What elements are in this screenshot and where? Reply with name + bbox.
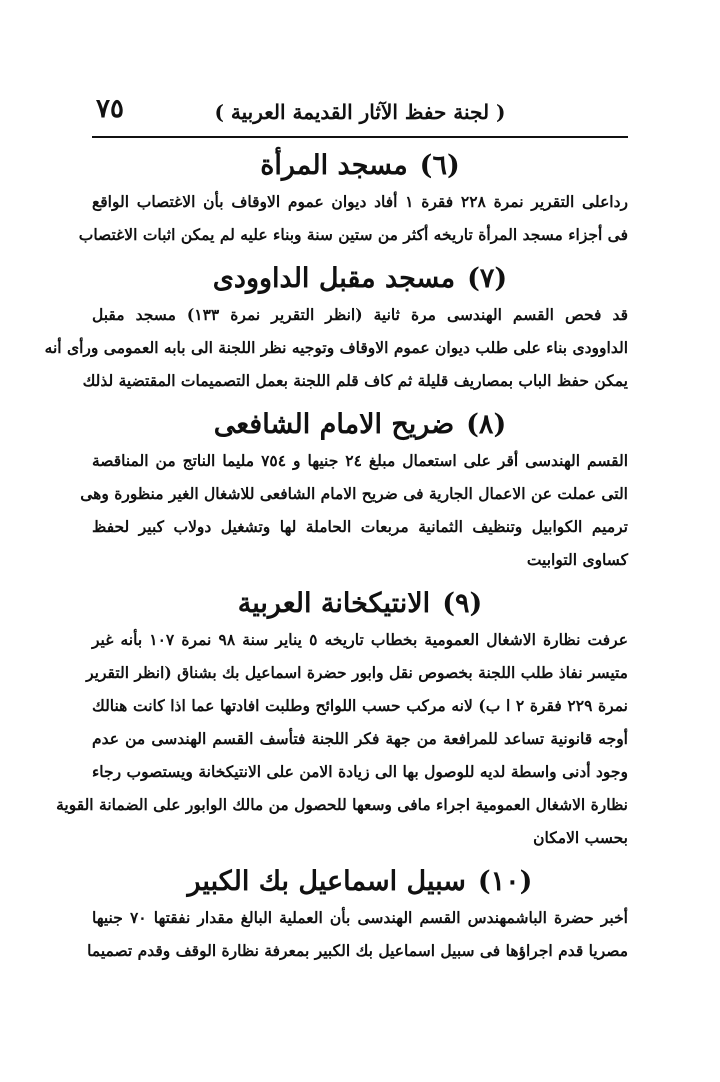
paragraph-line: الداوودى بناء على طلب ديوان عموم الاوقاف وتوجيه نظر اللجنة الى بابه العمومى ورأى أنه [44, 338, 628, 357]
section-title: ضريح الامام الشافعى [213, 409, 455, 440]
section-8 [80, 409, 629, 576]
paragraph-line: أوجه قانونية تساعد للمرافعة من جهة فكر اللجنة فتأسف القسم الهندسى من عدم [92, 729, 628, 748]
paragraph-line: نظارة الاشغال العمومية اجراء مافى وسعها للحصول من مالك الوابور على الضمانة القوية [56, 795, 628, 814]
section-number: (٩) [442, 588, 483, 619]
section-heading [92, 866, 628, 897]
paragraph-line: التى عملت عن الاعمال الجارية فى ضريح الامام الشافعى للاشغال الغير منظورة وهى [80, 484, 628, 503]
section-number: (٧) [467, 263, 508, 294]
paragraph-line: فى أجزاء مسجد المرأة تاريخه أكثر من ستين سنة وبناء عليه لم يمكن اثبات الاغتصاب [78, 225, 628, 244]
section-number: (١٠) [477, 866, 533, 897]
page-number: ٧٥ [96, 94, 124, 124]
paragraph-line: أخبر حضرة الباشمهندس القسم الهندسى بأن العملية البالغ مقدار نفقتها ٧٠ جنيها [92, 908, 628, 927]
paragraph-line: يمكن حفظ الباب بمصاريف قليلة ثم كاف قلم اللجنة بعمل التصميمات المقتضية لذلك [82, 371, 628, 390]
paragraph-line: كساوى التوابيت [526, 550, 628, 569]
section-heading [92, 588, 628, 619]
section-number: (٨) [466, 409, 507, 440]
section-number: (٦) [419, 150, 460, 181]
paragraph-line: وجود أدنى واسطة لديه للوصول بها الى زيادة الامن على الانتيكخانة ويستصوب رجاء [92, 762, 628, 781]
paragraph-line: ترميم الكوابيل وتنظيف الثمانية مربعات الحاملة لها وتشغيل دولاب كبير لحفظ [92, 517, 628, 536]
paragraph-line: بحسب الامكان [533, 828, 628, 847]
section-title: سبيل اسماعيل بك الكبير [187, 866, 466, 897]
paragraph-line: القسم الهندسى أقر على استعمال مبلغ ٢٤ جنيها و ٧٥٤ مليما الناتج من المناقصة [92, 451, 629, 470]
section-heading [92, 150, 628, 181]
section-title: الانتيكخانة العربية [237, 588, 431, 619]
paragraph-line: عرفت نظارة الاشغال العمومية بخطاب تاريخه ٥ يناير سنة ٩٨ نمرة ١٠٧ بأنه غير [92, 630, 628, 649]
section-6 [78, 150, 629, 251]
page-header [92, 88, 628, 138]
paragraph-line: رداعلى التقرير نمرة ٢٢٨ فقرة ١ أفاد ديوان عموم الاوقاف بأن الاغتصاب الواقع [92, 192, 629, 211]
section-heading [92, 409, 628, 440]
paragraph-line: متيسر نفاذ طلب اللجنة بخصوص نقل وابور حضرة اسماعيل بك بشناق (انظر التقرير [86, 663, 628, 682]
section-heading [92, 263, 628, 294]
paragraph-line: نمرة ٢٢٩ فقرة ٢ ا ب) لانه مركب حسب اللوائح وطلبت افادتها عما اذا كانت هنالك [92, 696, 628, 715]
paragraph-line: مصريا قدم اجراؤها فى سبيل اسماعيل بك الكبير بمعرفة نظارة الوقف وقدم تصميما [87, 941, 628, 960]
running-title: ( لجنة حفظ الآثار القديمة العربية ) [214, 100, 506, 124]
section-title: مسجد مقبل الداوودى [212, 263, 456, 294]
section-7 [44, 263, 628, 397]
section-title: مسجد المرأة [260, 150, 408, 181]
section-10 [87, 866, 628, 967]
paragraph-line: قد فحص القسم الهندسى مرة ثانية (انظر التقرير نمرة ١٣٣) مسجد مقبل [92, 305, 628, 324]
section-9 [56, 588, 628, 854]
